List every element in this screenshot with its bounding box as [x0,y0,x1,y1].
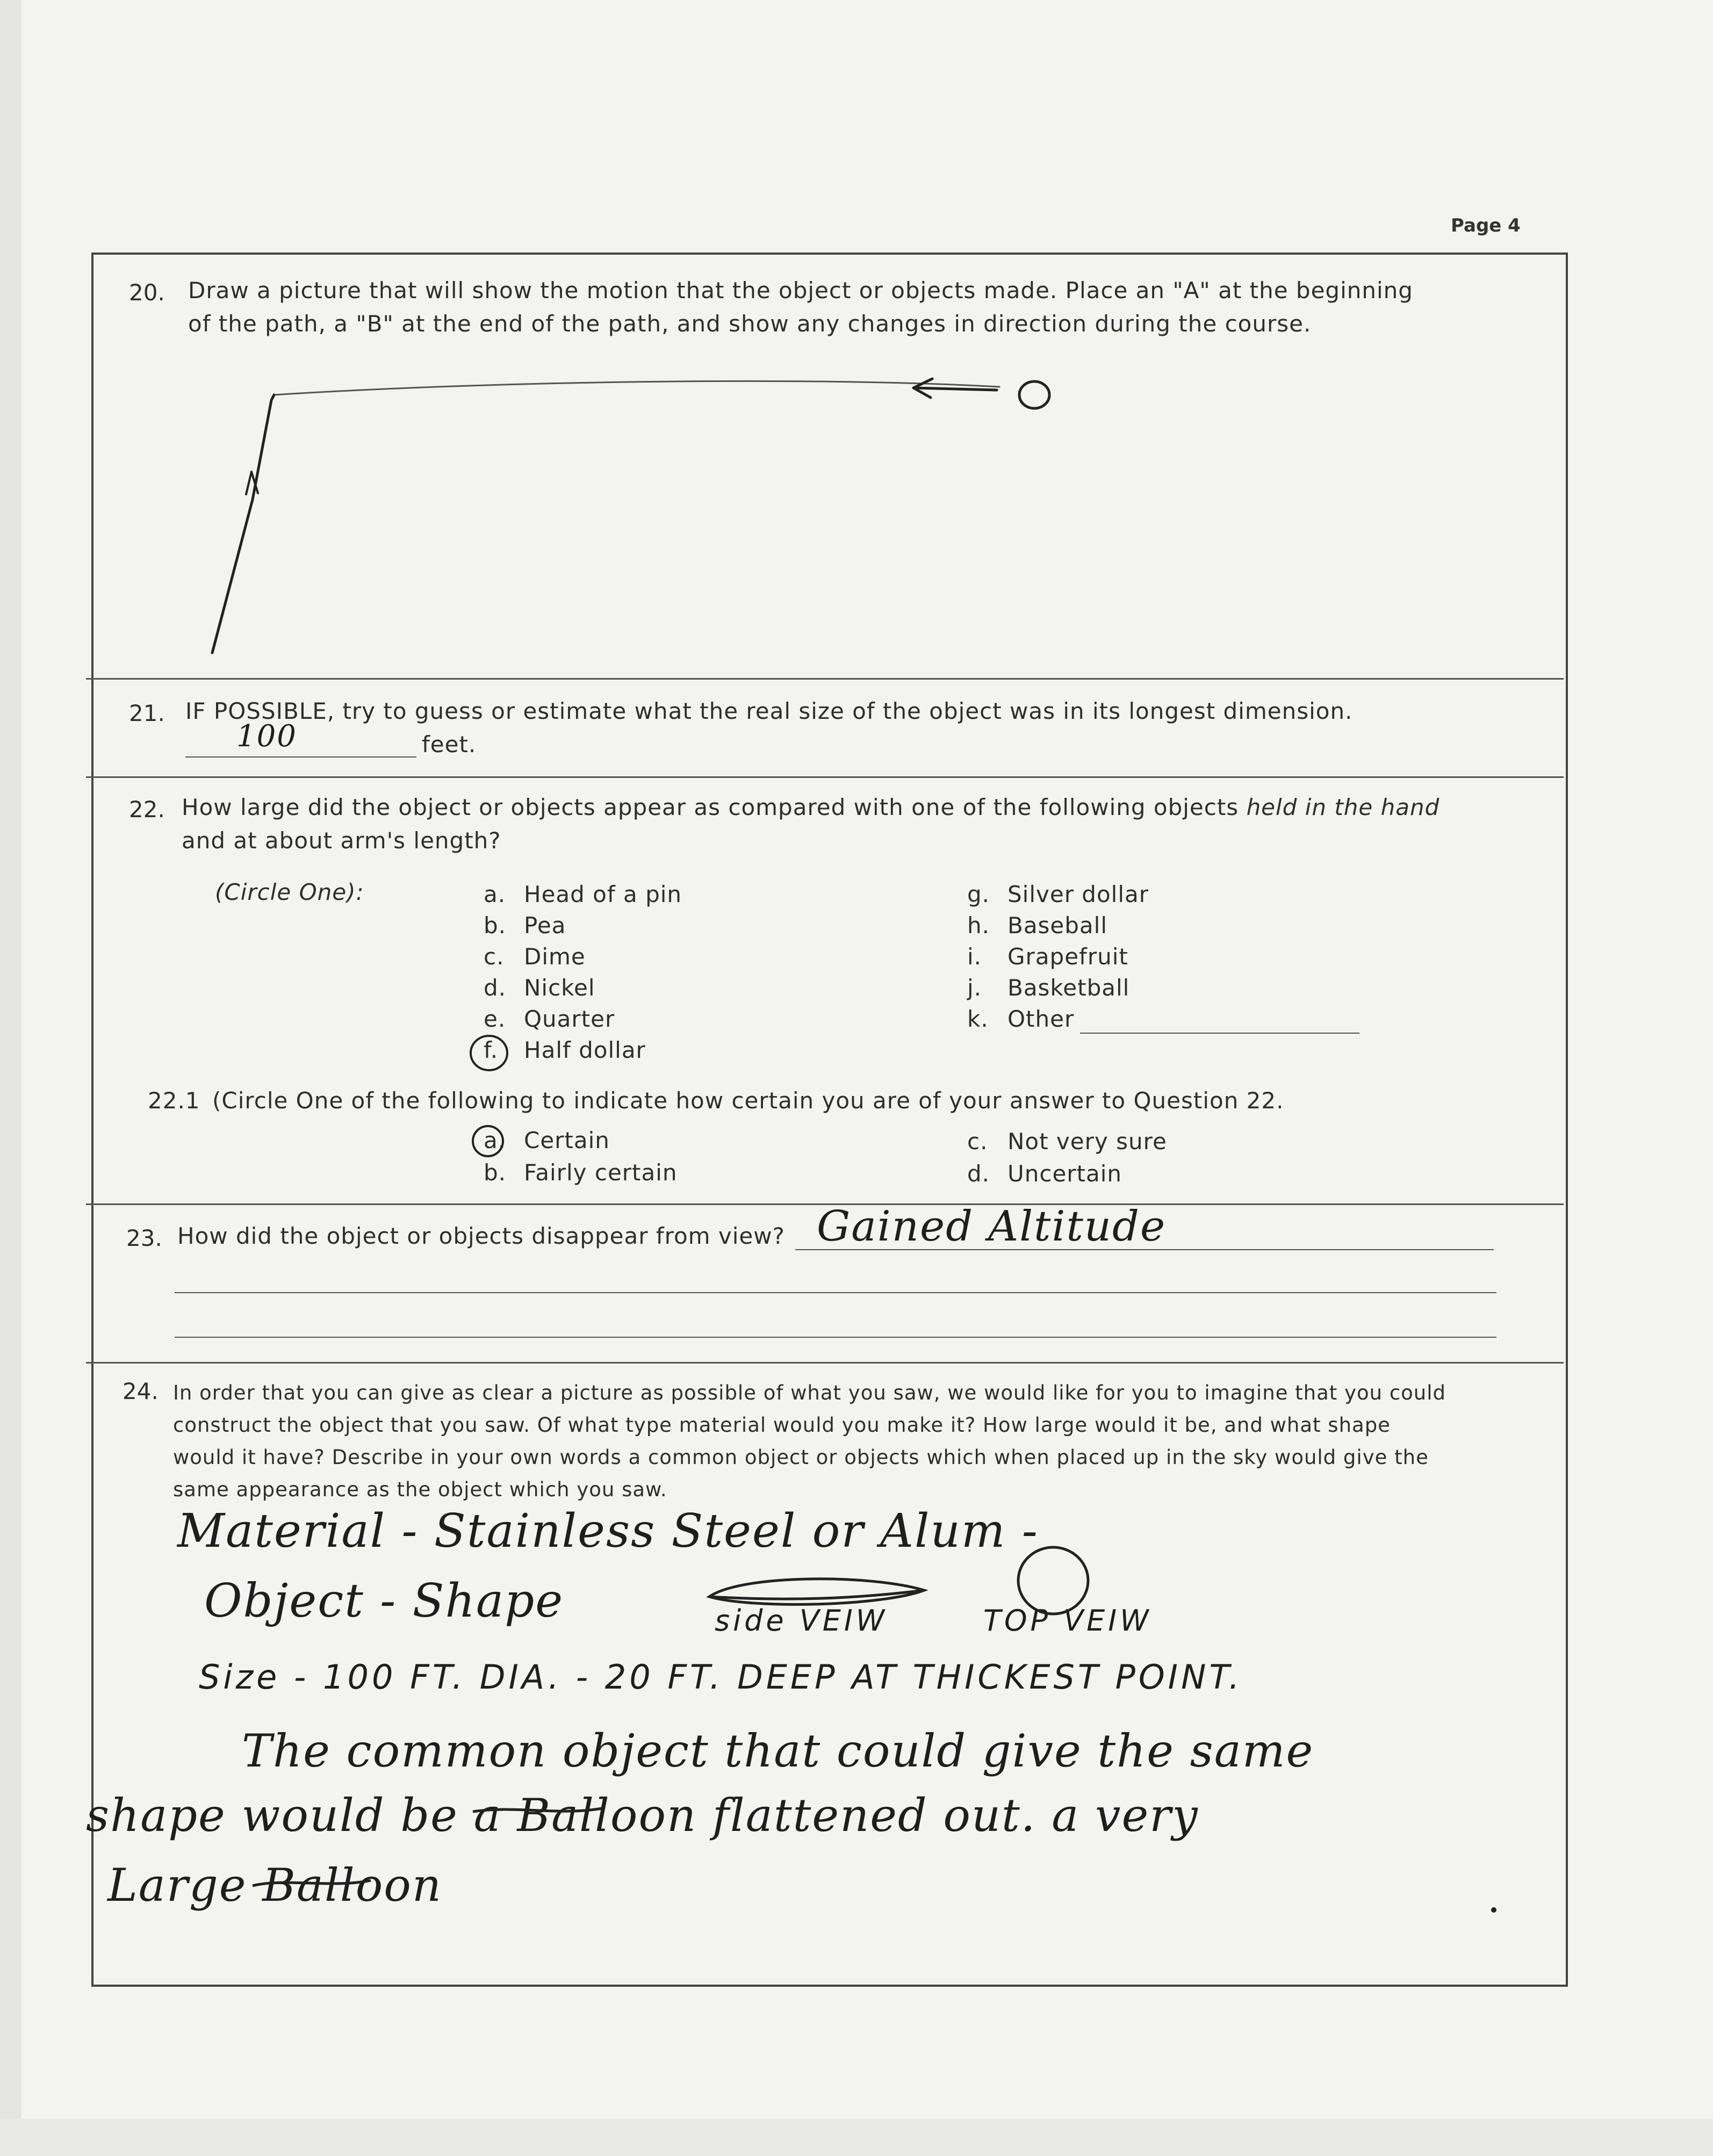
q24-line1: In order that you can give as clear a picture as possible of what you saw, we would like for you to imagine that you could [173,1381,1446,1404]
q22-selected-circle [471,1036,507,1070]
option-letter: f. [484,1037,499,1063]
option-letter: i. [967,943,982,970]
q23-text: How did the object or objects disappear from view? [177,1223,785,1249]
option-label: Grapefruit [1007,943,1128,970]
strike-marks [253,1808,602,1886]
option-label: Certain [524,1127,610,1153]
option-letter: k. [967,1006,989,1032]
q21-answer: 100 [236,719,297,754]
stray-dot [1491,1907,1496,1913]
option-label: Not very sure [1007,1128,1167,1155]
option-label: Pea [524,912,566,939]
q22-line2: and at about arm's length? [182,827,501,854]
option-letter: a. [484,1127,506,1153]
option-letter: h. [967,912,990,939]
option-letter: a. [484,881,506,907]
q20-line1: Draw a picture that will show the motion that the object or objects made. Place an "A" at the beginning [188,277,1413,304]
q24-answer-common-3: Large Balloon [107,1859,442,1912]
option-letter: d. [967,1160,990,1187]
option-label: Quarter [524,1006,615,1032]
q24-line4: same appearance as the object which you saw. [173,1478,667,1501]
option-letter: g. [967,881,990,907]
option-label: Fairly certain [524,1159,678,1186]
q24-number: 24. [123,1378,159,1404]
option-label: Baseball [1007,912,1108,939]
option-label: Uncertain [1007,1160,1122,1187]
q24-answer-material: Material - Stainless Steel or Alum - [177,1504,1039,1558]
q24-top-view-label: TOP VEIW [983,1604,1152,1638]
option-label: Head of a pin [524,881,682,907]
q24-answer-shape: Object - Shape [204,1574,564,1628]
object-sketch [709,1547,1088,1614]
option-label: Half dollar [524,1037,646,1063]
q22-line1-emphasis: held in the hand [1246,794,1440,820]
option-letter: b. [484,912,507,939]
option-letter: j. [967,975,982,1001]
option-label: Basketball [1007,975,1130,1001]
option-letter: e. [484,1006,506,1032]
q21-text: IF POSSIBLE, try to guess or estimate what the real size of the object was in its longest dimension. [185,698,1353,724]
q21-number: 21. [129,700,165,726]
option-letter: b. [484,1159,507,1186]
q21-unit: feet. [422,731,477,758]
q23-answer: Gained Altitude [817,1202,1167,1251]
q24-line3: would it have? Describe in your own words a common object or objects which when placed up in the sky would give the [173,1446,1429,1469]
q22-number: 22. [129,796,165,823]
option-letter: d. [484,975,507,1001]
q22-circle-label: (Circle One): [215,879,364,905]
q22-1-number: 22.1 [148,1087,200,1114]
option-letter: c. [967,1128,988,1155]
motion-path-drawing [212,379,1049,653]
q20-line2: of the path, a "B" at the end of the path, and show any changes in direction during the course. [188,311,1312,337]
q22-1-selected-circle [473,1126,503,1156]
option-label: Dime [524,943,586,970]
option-label: Other [1007,1006,1075,1032]
q23-number: 23. [126,1225,162,1251]
q20-number: 20. [129,279,165,306]
q24-line2: construct the object that you saw. Of what type material would you make it? How large would it be, and what shape [173,1414,1391,1437]
option-letter: c. [484,943,505,970]
q24-answer-common-1: The common object that could give the same [242,1725,1314,1777]
option-label: Nickel [524,975,595,1001]
q22-1-text: (Circle One of the following to indicate how certain you are of your answer to Question 22. [212,1087,1284,1114]
option-label: Silver dollar [1007,881,1149,907]
q22-line1-text: How large did the object or objects appear as compared with one of the following objects [182,794,1239,820]
q24-answer-common-2: shape would be a Balloon flattened out. a very [86,1789,1199,1842]
page-number: Page 4 [1451,215,1521,236]
q24-side-view-label: side VEIW [715,1604,888,1638]
q24-answer-size: Size - 100 FT. DIA. - 20 FT. DEEP AT THICKEST POINT. [199,1657,1243,1697]
